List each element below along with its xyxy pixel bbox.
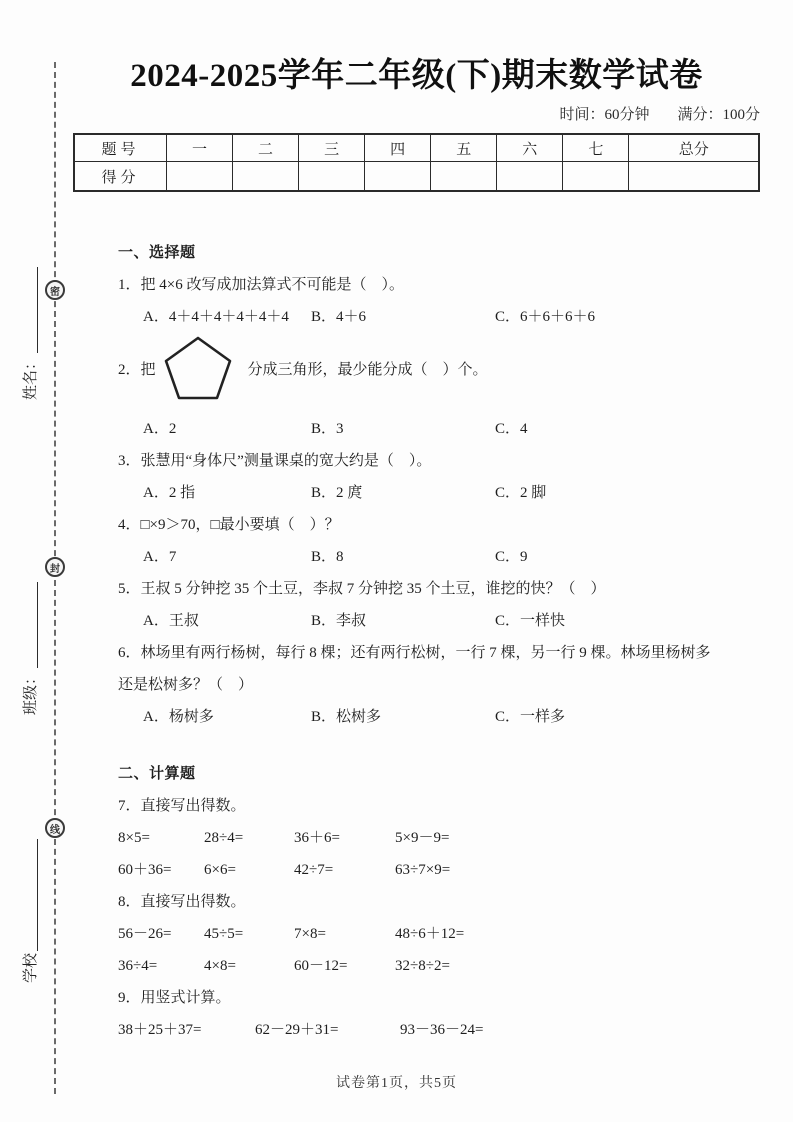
name-blank-line: [21, 267, 38, 353]
q6-option-c: C．一样多: [495, 709, 566, 726]
q2-option-c: C．4: [495, 421, 528, 438]
score-table: [73, 133, 760, 192]
q7-expression: 36＋6=: [294, 830, 340, 847]
question-5-text: 5．王叔 5 分钟挖 35 个土豆，李叔 7 分钟挖 35 个土豆，谁挖的快？（ ）: [118, 581, 606, 598]
q7-expression: 60＋36=: [118, 862, 172, 879]
score-cell: [166, 161, 232, 191]
q9-expression: 93－36－24=: [400, 1022, 484, 1039]
school-blank-line: [21, 839, 38, 951]
q5-option-a: A．王叔: [143, 613, 199, 630]
q3-option-c: C．2 脚: [495, 485, 547, 502]
q5-option-c: C．一样快: [495, 613, 566, 630]
col-1: 一: [166, 134, 232, 161]
q7-expression: 5×9－9=: [395, 830, 450, 847]
question-5-options: [118, 605, 750, 637]
q1-option-b: B．4＋6: [311, 309, 367, 326]
section-2-heading: 二、计算题: [118, 766, 196, 783]
q6-option-b: B．松树多: [311, 709, 382, 726]
name-field: [17, 250, 41, 400]
exam-title: 2024-2025学年二年级(下)期末数学试卷: [130, 58, 703, 94]
seal-stamp-xian: [45, 818, 65, 838]
exam-content: [73, 0, 760, 1046]
q8-expression: 36÷4=: [118, 958, 158, 975]
q8-expression: 32÷8÷2=: [395, 958, 450, 975]
score-cell: [629, 161, 759, 191]
seal-dashed-line: [54, 62, 56, 1094]
question-4-text: 4．□×9＞70，□最小要填（ ）？: [118, 517, 340, 534]
question-7-label: 7．直接写出得数。: [118, 798, 246, 815]
school-label: 学校: [22, 952, 39, 983]
section-1-heading: 一、选择题: [118, 245, 196, 262]
q1-option-a: A．4＋4＋4＋4＋4＋4: [143, 309, 289, 326]
seal-stamp-mi-text: 密: [50, 286, 60, 298]
question-1-text: 1．把 4×6 改写成加法算式不可能是（ ）。: [118, 277, 404, 294]
question-9-row-1: [118, 1014, 750, 1046]
question-number-label: 题号: [74, 134, 166, 161]
question-6-text-line2: 还是松树多？（ ）: [118, 677, 254, 694]
q6-option-a: A．杨树多: [143, 709, 214, 726]
q8-expression: 7×8=: [294, 926, 326, 943]
question-2-text: [118, 333, 750, 403]
q8-expression: 48÷6＋12=: [395, 926, 465, 943]
q2-option-b: B．3: [311, 421, 344, 438]
col-2: 二: [233, 134, 299, 161]
question-7-row-2: [118, 854, 750, 886]
seal-stamp-feng-text: 封: [50, 563, 60, 575]
question-3-options: [118, 477, 750, 509]
q2-option-a: A．2: [143, 421, 177, 438]
pentagon-icon: [164, 335, 232, 401]
col-total: 总分: [629, 134, 759, 161]
q8-expression: 45÷5=: [204, 926, 244, 943]
col-3: 三: [299, 134, 365, 161]
question-8-row-2: [118, 950, 750, 982]
q7-expression: 6×6=: [204, 862, 236, 879]
q7-expression: 63÷7×9=: [395, 862, 451, 879]
col-4: 四: [365, 134, 431, 161]
question-9-label: 9．用竖式计算。: [118, 990, 231, 1007]
class-label: 班级：: [22, 669, 39, 715]
name-label: 姓名：: [22, 354, 39, 400]
exam-meta: [73, 103, 760, 124]
score-label: 得分: [74, 161, 166, 191]
q7-expression: 42÷7=: [294, 862, 334, 879]
q1-option-c: C．6＋6＋6＋6: [495, 309, 596, 326]
col-5: 五: [431, 134, 497, 161]
q9-expression: 38＋25＋37=: [118, 1022, 202, 1039]
score-cell: [431, 161, 497, 191]
question-6-text-line1: 6．林场里有两行杨树，每行 8 棵；还有两行松树，一行 7 棵，另一行 9 棵。林场里杨树多: [118, 645, 711, 662]
score-cell: [233, 161, 299, 191]
full-score: 满分：100分: [677, 107, 760, 124]
q8-expression: 56－26=: [118, 926, 172, 943]
score-table-header-row: [74, 134, 759, 161]
class-blank-line: [21, 582, 38, 668]
question-2-options: [118, 413, 750, 445]
score-table-score-row: [74, 161, 759, 191]
question-8-row-1: [118, 918, 750, 950]
question-8-label: 8．直接写出得数。: [118, 894, 246, 911]
score-cell: [497, 161, 563, 191]
col-6: 六: [497, 134, 563, 161]
q2-suffix: 分成三角形，最少能分成（ ）个。: [247, 361, 488, 378]
score-cell: [563, 161, 629, 191]
questions-area: [118, 237, 750, 1046]
time-limit: 时间：60分钟: [559, 107, 650, 124]
q9-expression: 62－29＋31=: [255, 1022, 339, 1039]
question-6-options: [118, 701, 750, 733]
q7-expression: 28÷4=: [204, 830, 244, 847]
q2-prefix: 2．把: [118, 361, 156, 378]
score-cell: [365, 161, 431, 191]
school-field: [17, 833, 41, 983]
q8-expression: 4×8=: [204, 958, 236, 975]
page-footer: 试卷第1页，共5页: [336, 1076, 457, 1091]
question-7-row-1: [118, 822, 750, 854]
seal-stamp-xian-text: 线: [50, 824, 60, 836]
seal-stamp-mi: [45, 280, 65, 300]
q3-option-a: A．2 指: [143, 485, 196, 502]
question-3-text: 3．张慧用“身体尺”测量课桌的宽大约是（ ）。: [118, 453, 432, 470]
q5-option-b: B．李叔: [311, 613, 367, 630]
q3-option-b: B．2 庹: [311, 485, 363, 502]
col-7: 七: [563, 134, 629, 161]
q7-expression: 8×5=: [118, 830, 150, 847]
q4-option-a: A．7: [143, 549, 177, 566]
question-1-options: [118, 301, 750, 333]
q4-option-b: B．8: [311, 549, 344, 566]
class-field: [17, 565, 41, 715]
seal-stamp-feng: [45, 557, 65, 577]
score-cell: [299, 161, 365, 191]
q4-option-c: C．9: [495, 549, 528, 566]
q8-expression: 60－12=: [294, 958, 348, 975]
question-4-options: [118, 541, 750, 573]
